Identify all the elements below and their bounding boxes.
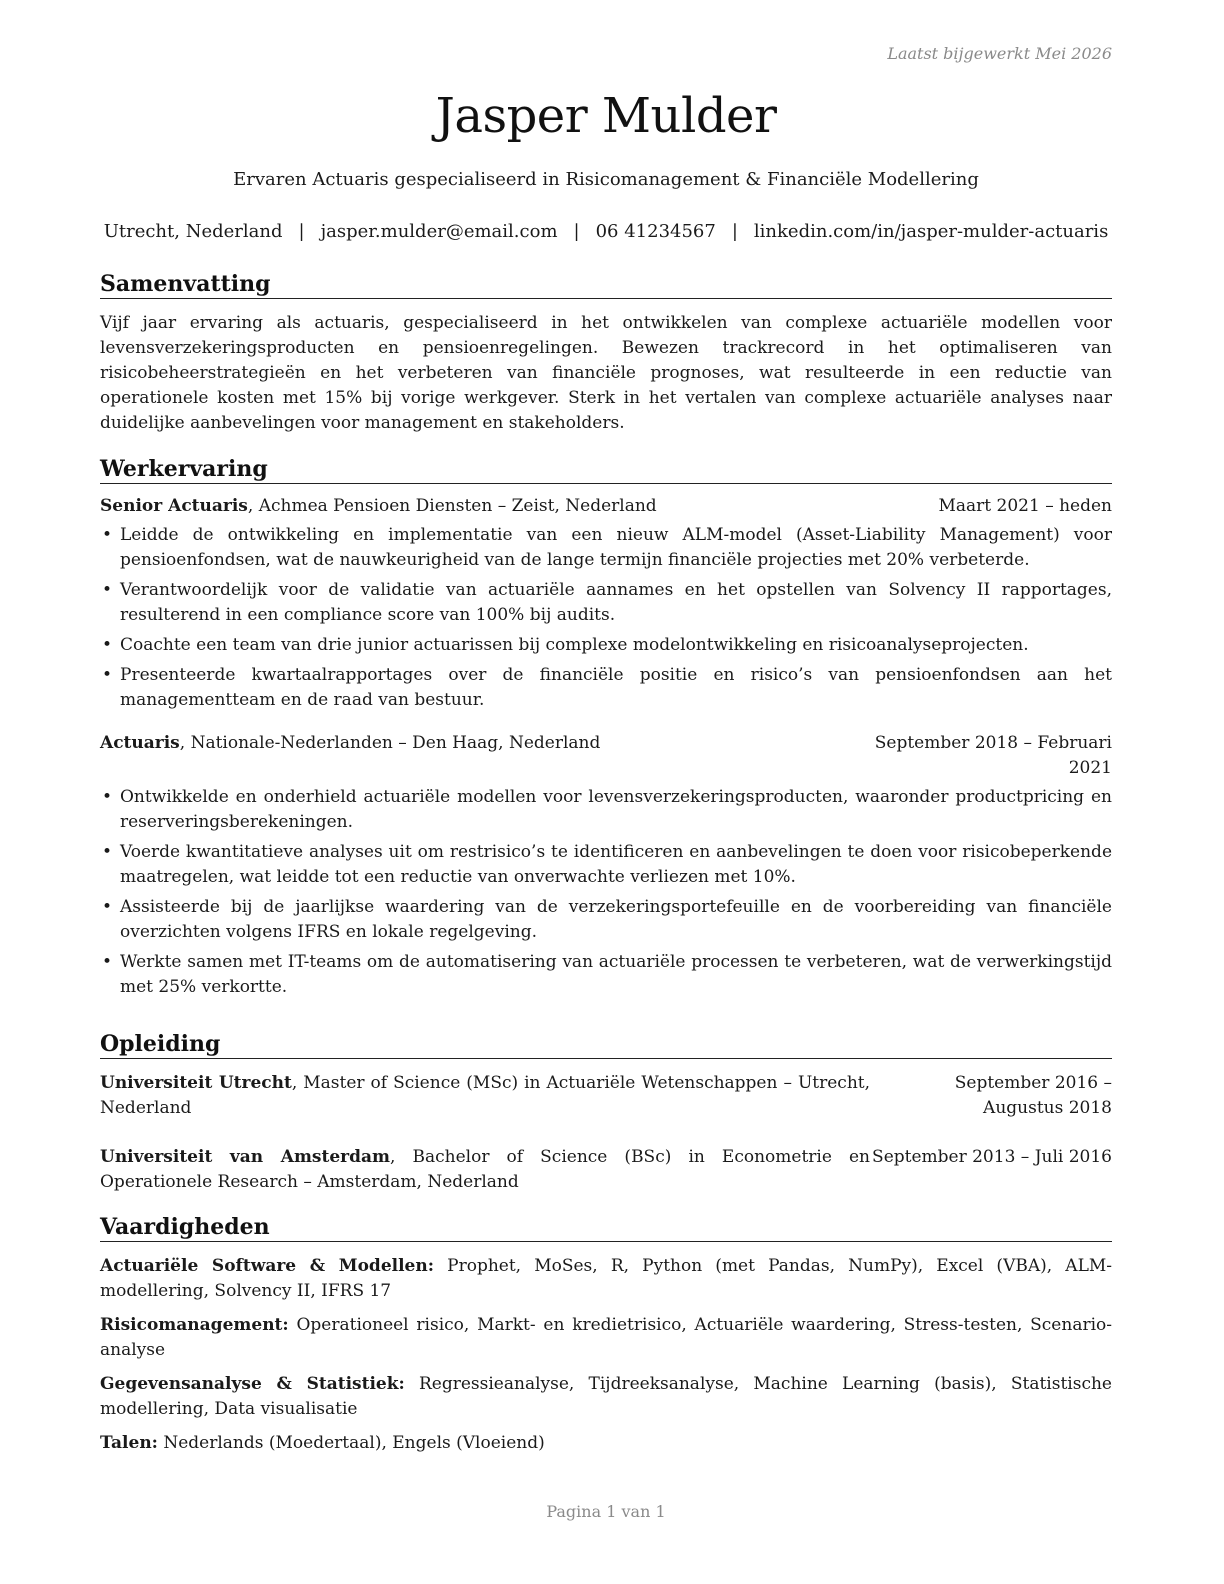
skill-text: Regressieanalyse, Tijdreeksanalyse, Machine Learning (basis), Statistische modellering, Data visualisatie bbox=[100, 1374, 1112, 1419]
skills-section bbox=[100, 1213, 1112, 1465]
skill-row bbox=[100, 1431, 1112, 1456]
education-degree bbox=[100, 1145, 870, 1195]
job-dates: September 2018 – Februari 2021 bbox=[874, 733, 1112, 778]
section-title-education: Opleiding bbox=[100, 1030, 1112, 1059]
contact-email[interactable]: jasper.mulder@email.com bbox=[320, 221, 558, 242]
contact-linkedin[interactable]: linkedin.com/in/jasper-mulder-actuaris bbox=[753, 221, 1109, 242]
skill-row bbox=[100, 1372, 1112, 1422]
candidate-name: Jasper Mulder bbox=[435, 88, 777, 144]
job-dates: Maart 2021 – heden bbox=[938, 496, 1112, 516]
job-entry bbox=[100, 494, 1112, 713]
job-bullet: • Assisteerde bij de jaarlijkse waardering van de verzekeringsportefeuille en de voorbereiding van financiële overzichten volgens IFRS en lokale regelgeving. bbox=[100, 895, 1112, 945]
job-bullet: • Werkte samen met IT-teams om de automatisering van actuariële processen te verbeteren, wat de verwerkingstijd met 25% verkortte. bbox=[100, 950, 1112, 1000]
tagline: Ervaren Actuaris gespecialiseerd in Risicomanagement & Financiële Modellering bbox=[233, 169, 979, 190]
skill-row bbox=[100, 1254, 1112, 1304]
job-bullet: • Presenteerde kwartaalrapportages over de financiële positie en risico’s van pensioenfondsen aan het managementteam en de raad van bestuur. bbox=[100, 663, 1112, 713]
summary-section bbox=[100, 270, 1112, 436]
education-school: Universiteit van Amsterdam bbox=[100, 1147, 391, 1167]
last-updated: Laatst bijgewerkt Mei 2026 bbox=[887, 44, 1112, 63]
education-entry bbox=[100, 1071, 1112, 1121]
job-header bbox=[100, 731, 1112, 781]
job-bullets bbox=[100, 785, 1112, 1000]
job-bullets bbox=[100, 523, 1112, 713]
experience-section bbox=[100, 455, 1112, 1005]
contact-location: Utrecht, Nederland bbox=[103, 221, 283, 242]
job-bullet: • Voerde kwantitatieve analyses uit om restrisico’s te identificeren en aanbevelingen te doen voor risicobeperkende maatregelen, wat leidde tot een reductie van onverwachte verliezen met 10%. bbox=[100, 840, 1112, 890]
section-title-skills: Vaardigheden bbox=[100, 1213, 1112, 1242]
section-title-summary: Samenvatting bbox=[100, 270, 1112, 299]
skill-text: Prophet, MoSes, R, Python (met Pandas, NumPy), Excel (VBA), ALM-modellering, Solvency II, IFRS 17 bbox=[100, 1256, 1113, 1301]
contact-separator: | bbox=[573, 221, 580, 242]
education-section bbox=[100, 1030, 1112, 1219]
contact-line bbox=[100, 220, 1112, 244]
job-org: , Nationale-Nederlanden – Den Haag, Nederland bbox=[179, 733, 601, 753]
job-role: Actuaris bbox=[100, 733, 180, 753]
education-dates: September 2016 – Augustus 2018 bbox=[954, 1073, 1112, 1118]
skill-row bbox=[100, 1313, 1112, 1363]
job-bullet: • Coachte een team van drie junior actuarissen bij complexe modelontwikkeling en risicoanalyseprojecten. bbox=[100, 633, 1112, 658]
skill-label: Risicomanagement: bbox=[100, 1315, 289, 1335]
education-dates: September 2013 – Juli 2016 bbox=[872, 1147, 1112, 1167]
education-detail: , Bachelor of Science (BSc) in Econometrie en Operationele Research – Amsterdam, Nederland bbox=[100, 1147, 870, 1192]
summary-text: Vijf jaar ervaring als actuaris, gespecialiseerd in het ontwikkelen van complexe actuariële modellen voor levensverzekeringsproducten en pensioenregelingen. Bewezen trackrecord in het optimaliseren van risicobeheerstrategieën en het verbeteren van financiële prognoses, wat resulteerde in een reductie van operationele kosten met 15% bij vorige werkgever. Sterk in het vertalen van complexe actuariële analyses naar duidelijke aanbevelingen voor management en stakeholders. bbox=[100, 313, 1112, 433]
education-school: Universiteit Utrecht bbox=[100, 1073, 292, 1093]
skill-label: Gegevensanalyse & Statistiek: bbox=[100, 1374, 405, 1394]
skill-label: Actuariële Software & Modellen: bbox=[100, 1256, 435, 1276]
job-bullet: • Leidde de ontwikkeling en implementatie van een nieuw ALM-model (Asset-Liability Management) voor pensioenfondsen, wat de nauwkeurigheid van de lange termijn financiële projecties met 20% verbeterde. bbox=[100, 523, 1112, 573]
skill-text: Operationeel risico, Markt- en kredietrisico, Actuariële waardering, Stress-testen, Scenario-analyse bbox=[100, 1315, 1112, 1360]
job-bullet: • Ontwikkelde en onderhield actuariële modellen voor levensverzekeringsproducten, waaronder productpricing en reserveringsberekeningen. bbox=[100, 785, 1112, 835]
education-entry bbox=[100, 1145, 1112, 1195]
job-org: , Achmea Pensioen Diensten – Zeist, Nederland bbox=[247, 496, 657, 516]
contact-separator: | bbox=[298, 221, 305, 242]
contact-phone: 06 41234567 bbox=[595, 221, 716, 242]
job-title-line bbox=[100, 731, 872, 781]
page-number: Pagina 1 van 1 bbox=[546, 1502, 666, 1521]
section-title-experience: Werkervaring bbox=[100, 455, 1112, 484]
job-entry bbox=[100, 731, 1112, 1000]
job-role: Senior Actuaris bbox=[100, 496, 248, 516]
job-bullet: • Verantwoordelijk voor de validatie van actuariële aannames en het opstellen van Solvency II rapportages, resulterend in een compliance score van 100% bij audits. bbox=[100, 578, 1112, 628]
skill-text: Nederlands (Moedertaal), Engels (Vloeiend) bbox=[157, 1433, 545, 1453]
job-header bbox=[100, 494, 1112, 519]
education-degree bbox=[100, 1071, 870, 1121]
contact-separator: | bbox=[731, 221, 738, 242]
job-title-line bbox=[100, 494, 938, 519]
resume-page bbox=[100, 0, 1112, 1584]
education-detail: , Master of Science (MSc) in Actuariële Wetenschappen – Utrecht, Nederland bbox=[100, 1073, 871, 1118]
skill-label: Talen: bbox=[100, 1433, 158, 1453]
